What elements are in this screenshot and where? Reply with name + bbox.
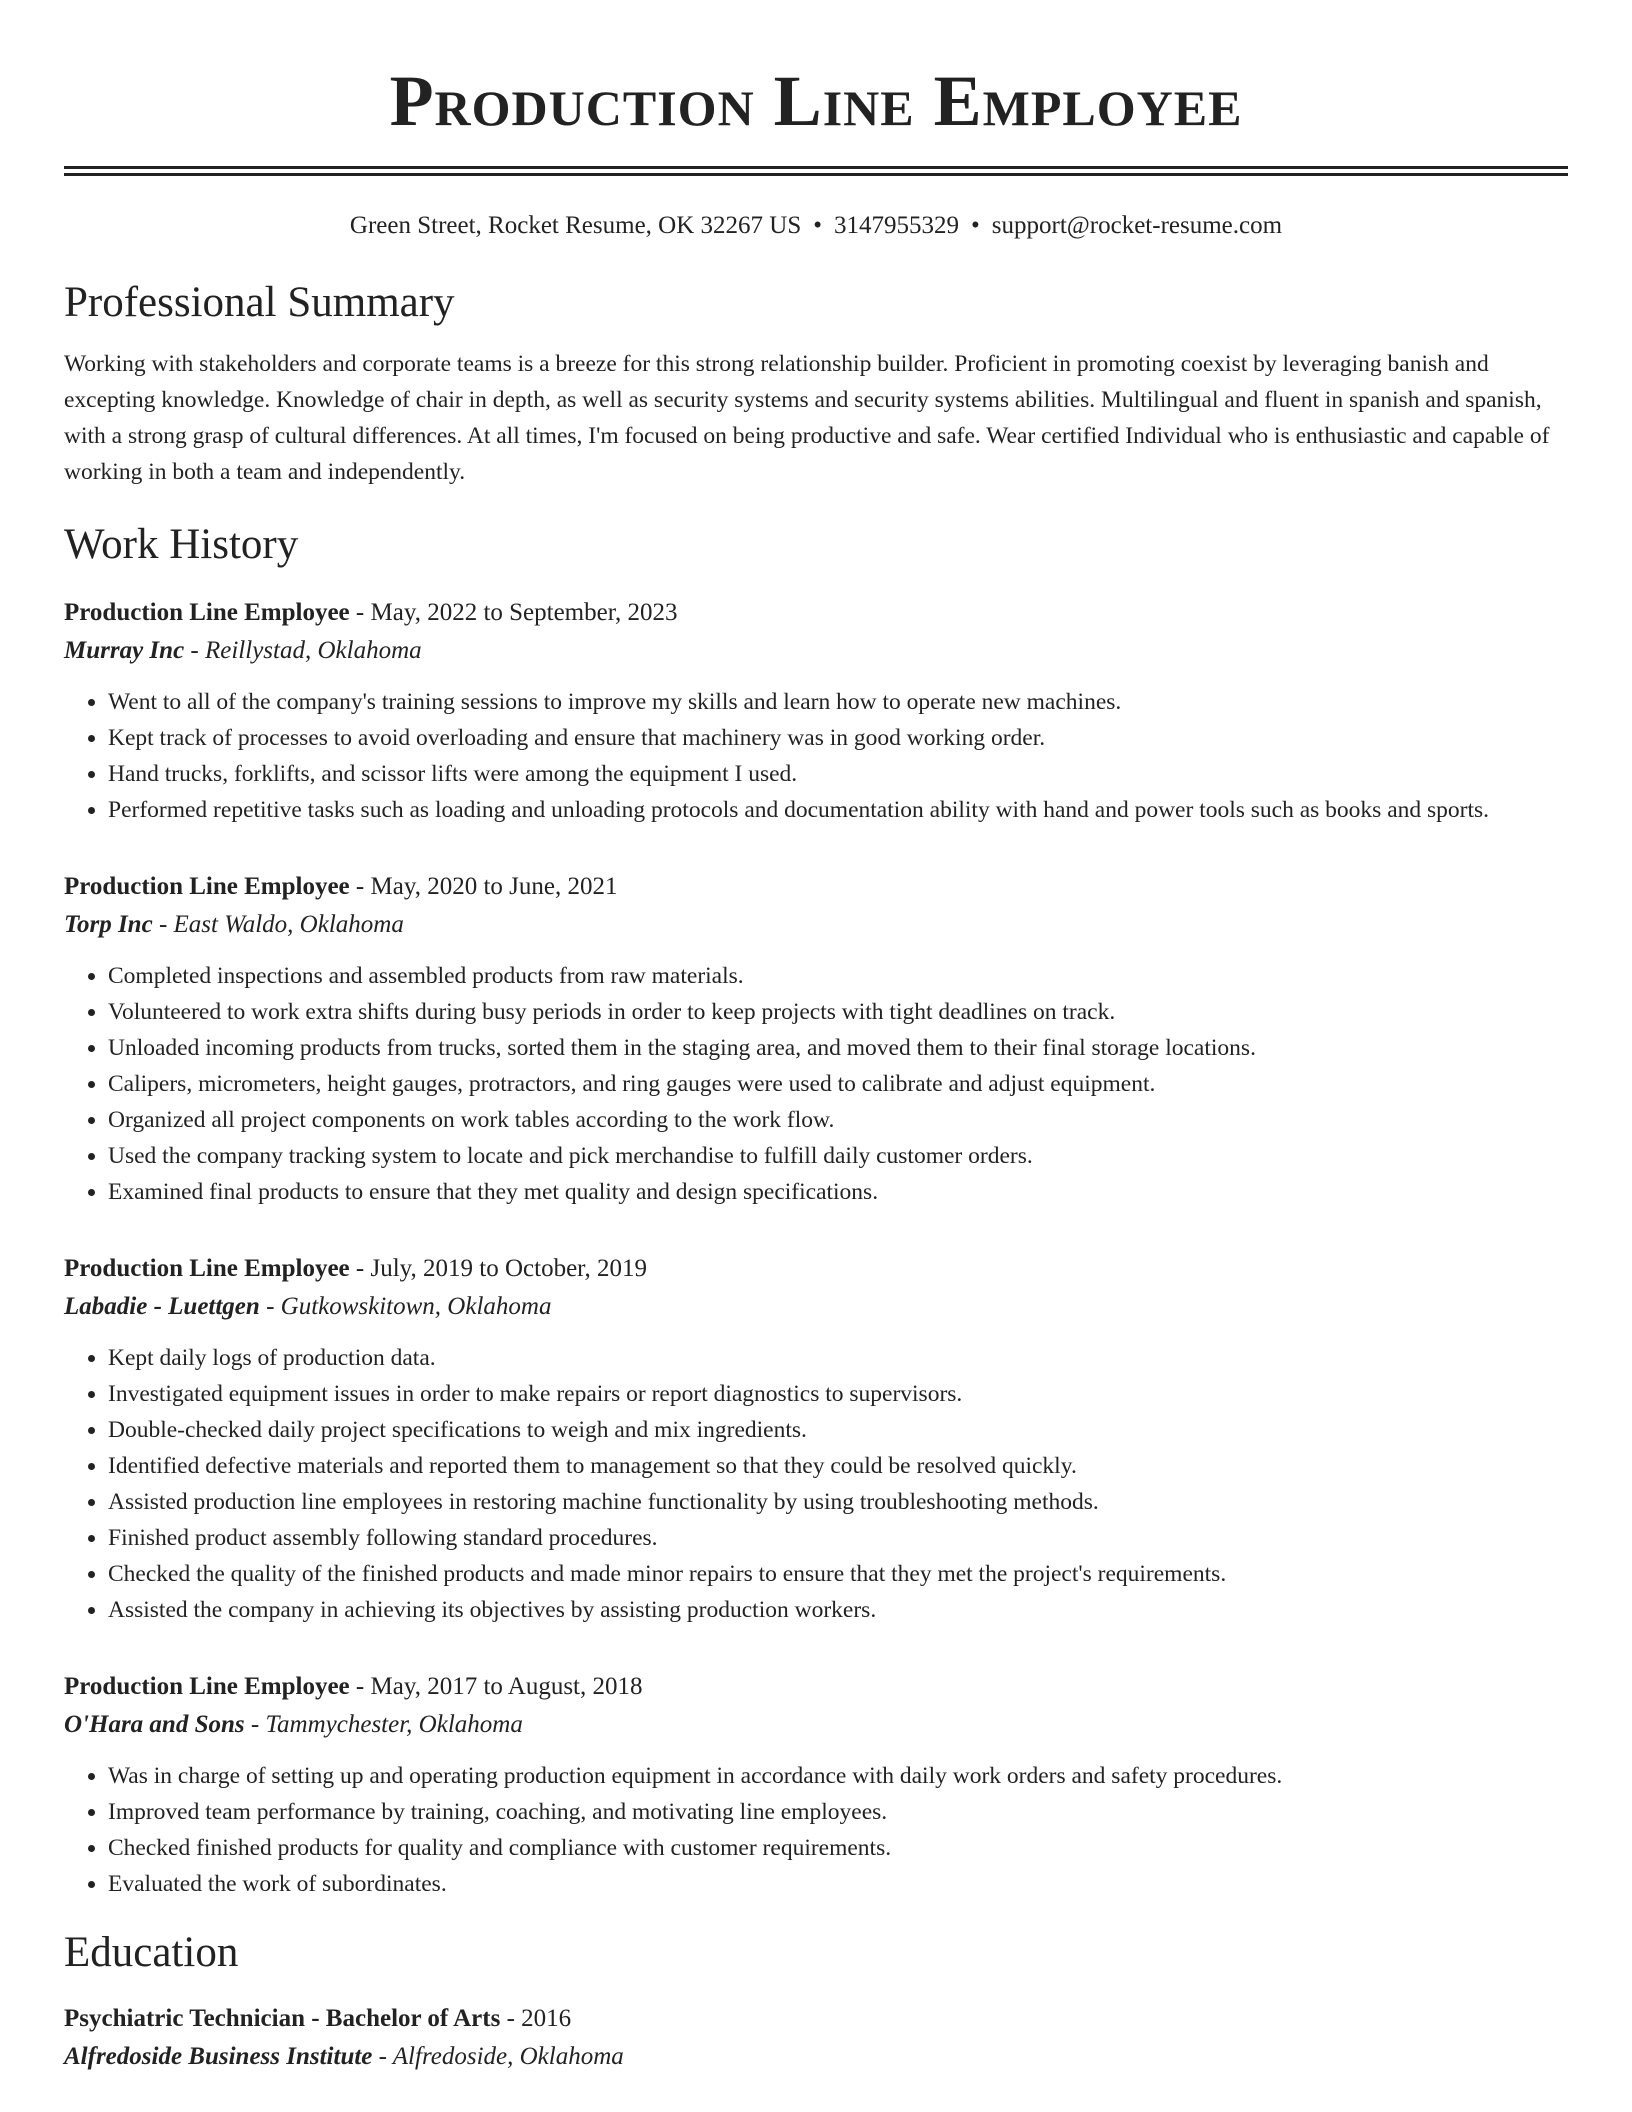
education-school-line — [64, 2038, 1568, 2076]
contact-separator: • — [813, 212, 822, 239]
job-bullet: • Kept track of processes to avoid overloading and ensure that machinery was in good working order. — [108, 720, 1568, 756]
job-title-line — [64, 1250, 1568, 1288]
job-bullet: • Went to all of the company's training sessions to improve my skills and learn how to operate new machines. — [108, 684, 1568, 720]
job-location: - East Waldo, Oklahoma — [152, 911, 404, 938]
job-title-line — [64, 1668, 1568, 1706]
job-bullet: • Was in charge of setting up and operating production equipment in accordance with daily work orders and safety procedures. — [108, 1758, 1568, 1794]
resume-title: Production Line Employee — [389, 61, 1243, 141]
job-bullet: • Organized all project components on work tables according to the work flow. — [108, 1102, 1568, 1138]
job-bullet: • Examined final products to ensure that they met quality and design specifications. — [108, 1174, 1568, 1210]
job-company-line — [64, 1706, 1568, 1744]
job-bullet: • Evaluated the work of subordinates. — [108, 1866, 1568, 1902]
job-company: O'Hara and Sons — [64, 1711, 245, 1738]
title-divider — [64, 166, 1568, 176]
job-dates: - July, 2019 to October, 2019 — [349, 1255, 648, 1282]
job-bullets — [64, 684, 1568, 828]
job-company-line — [64, 1288, 1568, 1326]
job-title: Production Line Employee — [64, 1673, 350, 1700]
job-bullet: • Checked finished products for quality and compliance with customer requirements. — [108, 1830, 1568, 1866]
job-entry — [64, 1668, 1568, 1902]
job-bullet: • Assisted the company in achieving its objectives by assisting production workers. — [108, 1592, 1568, 1628]
job-title: Production Line Employee — [64, 1255, 350, 1282]
job-company: Torp Inc — [64, 911, 153, 938]
job-bullet: • Hand trucks, forklifts, and scissor lifts were among the equipment I used. — [108, 756, 1568, 792]
job-bullet: • Assisted production line employees in restoring machine functionality by using troubleshooting methods. — [108, 1484, 1568, 1520]
job-bullet: • Calipers, micrometers, height gauges, protractors, and ring gauges were used to calibrate and adjust equipment. — [108, 1066, 1568, 1102]
education-heading: Education — [64, 1929, 239, 1976]
education-location: - Alfredoside, Oklahoma — [372, 2043, 624, 2070]
contact-address: Green Street, Rocket Resume, OK 32267 US — [349, 212, 802, 239]
job-location: - Reillystad, Oklahoma — [184, 637, 422, 664]
job-company-line — [64, 632, 1568, 670]
job-dates: - May, 2020 to June, 2021 — [349, 873, 618, 900]
job-title: Production Line Employee — [64, 599, 350, 626]
contact-phone: 3147955329 — [834, 212, 959, 239]
job-bullet: • Checked the quality of the finished products and made minor repairs to ensure that they met the project's requirements. — [108, 1556, 1568, 1592]
job-company-line — [64, 906, 1568, 944]
summary-heading: Professional Summary — [64, 279, 455, 326]
job-company: Murray Inc — [64, 637, 185, 664]
work-history-heading: Work History — [64, 521, 299, 568]
job-company: Labadie - Luettgen — [64, 1293, 260, 1320]
job-bullet: • Unloaded incoming products from trucks, sorted them in the staging area, and moved them to their final storage locations. — [108, 1030, 1568, 1066]
job-bullet: • Investigated equipment issues in order to make repairs or report diagnostics to supervisors. — [108, 1376, 1568, 1412]
job-bullet: • Improved team performance by training, coaching, and motivating line employees. — [108, 1794, 1568, 1830]
education-school: Alfredoside Business Institute — [64, 2043, 373, 2070]
job-entry — [64, 594, 1568, 828]
job-title-line — [64, 868, 1568, 906]
job-bullet: • Finished product assembly following standard procedures. — [108, 1520, 1568, 1556]
job-dates: - May, 2022 to September, 2023 — [349, 599, 678, 626]
job-title-line — [64, 594, 1568, 632]
job-location: - Tammychester, Oklahoma — [244, 1711, 523, 1738]
job-bullets — [64, 958, 1568, 1210]
contact-line — [64, 208, 1568, 244]
job-bullet: • Identified defective materials and reported them to management so that they could be resolved quickly. — [108, 1448, 1568, 1484]
job-entry — [64, 1250, 1568, 1628]
education-entry — [64, 2000, 1568, 2076]
job-location: - Gutkowskitown, Oklahoma — [259, 1293, 552, 1320]
job-bullets — [64, 1758, 1568, 1902]
education-degree: Psychiatric Technician - Bachelor of Arts — [64, 2005, 501, 2032]
education-degree-line — [64, 2000, 1568, 2038]
job-bullet: • Kept daily logs of production data. — [108, 1340, 1568, 1376]
job-dates: - May, 2017 to August, 2018 — [349, 1673, 643, 1700]
education-year: - 2016 — [500, 2005, 572, 2032]
job-bullet: • Completed inspections and assembled products from raw materials. — [108, 958, 1568, 994]
job-entry — [64, 868, 1568, 1210]
job-bullets — [64, 1340, 1568, 1628]
job-bullet: • Volunteered to work extra shifts during busy periods in order to keep projects with tight deadlines on track. — [108, 994, 1568, 1030]
summary-text: Working with stakeholders and corporate teams is a breeze for this strong relationship builder. Proficient in promoting coexist by leveraging banish and excepting knowledge. Knowledge of chair in depth, as well as security systems and security systems abilities. Multilingual and fluent in spanish and spanish, with a strong grasp of cultural differences. At all times, I'm focused on being productive and safe. Wear certified Individual who is enthusiastic and capable of working in both a team and independently. — [64, 351, 1550, 485]
job-bullet: • Double-checked daily project specifications to weigh and mix ingredients. — [108, 1412, 1568, 1448]
job-bullet: • Used the company tracking system to locate and pick merchandise to fulfill daily customer orders. — [108, 1138, 1568, 1174]
job-bullet: • Performed repetitive tasks such as loading and unloading protocols and documentation ability with hand and power tools such as books and sports. — [108, 792, 1568, 828]
contact-separator: • — [971, 212, 980, 239]
job-title: Production Line Employee — [64, 873, 350, 900]
contact-email: support@rocket-resume.com — [991, 212, 1283, 239]
